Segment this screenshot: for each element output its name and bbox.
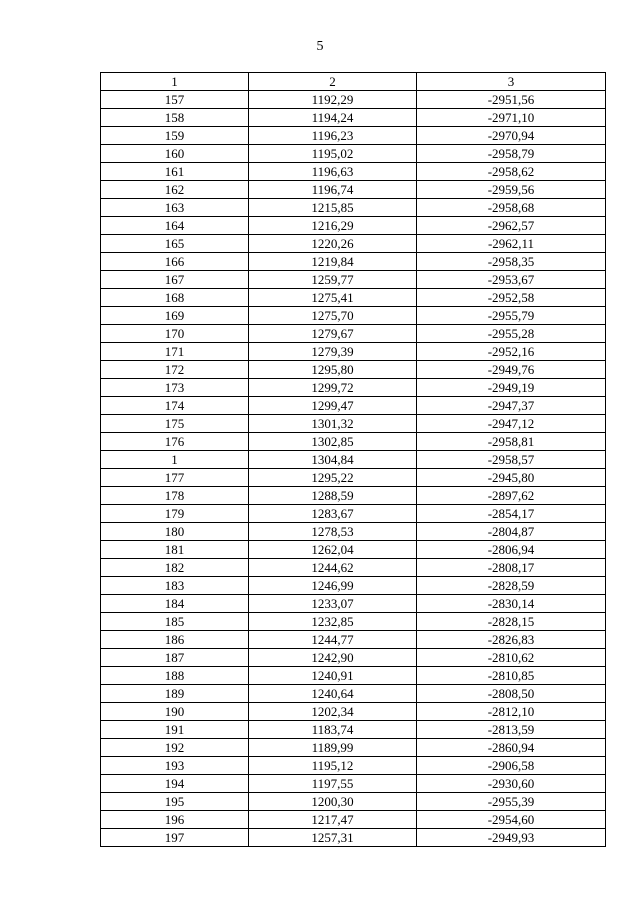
table-row	[101, 703, 606, 721]
x-coordinate-cell: 1259,77	[249, 271, 417, 289]
point-number-cell: 168	[101, 289, 249, 307]
y-coordinate-cell: -2955,79	[417, 307, 606, 325]
x-coordinate-cell: 1196,74	[249, 181, 417, 199]
point-number-cell: 179	[101, 505, 249, 523]
x-coordinate-cell: 1189,99	[249, 739, 417, 757]
table-header-row	[101, 73, 606, 91]
y-coordinate-cell: -2958,81	[417, 433, 606, 451]
x-coordinate-cell: 1195,12	[249, 757, 417, 775]
header-cell-2: 2	[249, 73, 417, 91]
table-row	[101, 613, 606, 631]
point-number-cell: 162	[101, 181, 249, 199]
table-row	[101, 829, 606, 847]
point-number-cell: 195	[101, 793, 249, 811]
coordinates-table	[100, 72, 606, 847]
point-number-cell: 174	[101, 397, 249, 415]
x-coordinate-cell: 1304,84	[249, 451, 417, 469]
point-number-cell: 169	[101, 307, 249, 325]
point-number-cell: 186	[101, 631, 249, 649]
point-number-cell: 163	[101, 199, 249, 217]
x-coordinate-cell: 1220,26	[249, 235, 417, 253]
y-coordinate-cell: -2860,94	[417, 739, 606, 757]
x-coordinate-cell: 1244,62	[249, 559, 417, 577]
y-coordinate-cell: -2962,11	[417, 235, 606, 253]
y-coordinate-cell: -2954,60	[417, 811, 606, 829]
table-row	[101, 523, 606, 541]
point-number-cell: 181	[101, 541, 249, 559]
point-number-cell: 164	[101, 217, 249, 235]
table-row	[101, 271, 606, 289]
y-coordinate-cell: -2959,56	[417, 181, 606, 199]
x-coordinate-cell: 1232,85	[249, 613, 417, 631]
point-number-cell: 182	[101, 559, 249, 577]
x-coordinate-cell: 1242,90	[249, 649, 417, 667]
point-number-cell: 172	[101, 361, 249, 379]
table-row	[101, 487, 606, 505]
x-coordinate-cell: 1240,64	[249, 685, 417, 703]
y-coordinate-cell: -2971,10	[417, 109, 606, 127]
point-number-cell: 175	[101, 415, 249, 433]
table-row	[101, 739, 606, 757]
y-coordinate-cell: -2949,93	[417, 829, 606, 847]
point-number-cell: 189	[101, 685, 249, 703]
x-coordinate-cell: 1246,99	[249, 577, 417, 595]
table-row	[101, 109, 606, 127]
x-coordinate-cell: 1195,02	[249, 145, 417, 163]
table-row	[101, 631, 606, 649]
y-coordinate-cell: -2958,68	[417, 199, 606, 217]
table-row	[101, 667, 606, 685]
y-coordinate-cell: -2951,56	[417, 91, 606, 109]
x-coordinate-cell: 1257,31	[249, 829, 417, 847]
y-coordinate-cell: -2810,62	[417, 649, 606, 667]
x-coordinate-cell: 1288,59	[249, 487, 417, 505]
x-coordinate-cell: 1244,77	[249, 631, 417, 649]
y-coordinate-cell: -2828,59	[417, 577, 606, 595]
x-coordinate-cell: 1192,29	[249, 91, 417, 109]
x-coordinate-cell: 1240,91	[249, 667, 417, 685]
y-coordinate-cell: -2810,85	[417, 667, 606, 685]
point-number-cell: 170	[101, 325, 249, 343]
point-number-cell: 1	[101, 451, 249, 469]
y-coordinate-cell: -2955,28	[417, 325, 606, 343]
table-row	[101, 235, 606, 253]
point-number-cell: 165	[101, 235, 249, 253]
table-row	[101, 91, 606, 109]
table-row	[101, 397, 606, 415]
table-row	[101, 559, 606, 577]
y-coordinate-cell: -2958,62	[417, 163, 606, 181]
x-coordinate-cell: 1197,55	[249, 775, 417, 793]
table-row	[101, 181, 606, 199]
table-body	[101, 91, 606, 847]
y-coordinate-cell: -2813,59	[417, 721, 606, 739]
table-row	[101, 721, 606, 739]
table-row	[101, 289, 606, 307]
y-coordinate-cell: -2806,94	[417, 541, 606, 559]
x-coordinate-cell: 1219,84	[249, 253, 417, 271]
table-row	[101, 379, 606, 397]
y-coordinate-cell: -2930,60	[417, 775, 606, 793]
point-number-cell: 180	[101, 523, 249, 541]
x-coordinate-cell: 1262,04	[249, 541, 417, 559]
point-number-cell: 188	[101, 667, 249, 685]
table-row	[101, 325, 606, 343]
point-number-cell: 192	[101, 739, 249, 757]
x-coordinate-cell: 1275,41	[249, 289, 417, 307]
table-row	[101, 685, 606, 703]
x-coordinate-cell: 1217,47	[249, 811, 417, 829]
point-number-cell: 158	[101, 109, 249, 127]
point-number-cell: 167	[101, 271, 249, 289]
x-coordinate-cell: 1275,70	[249, 307, 417, 325]
point-number-cell: 159	[101, 127, 249, 145]
x-coordinate-cell: 1215,85	[249, 199, 417, 217]
x-coordinate-cell: 1301,32	[249, 415, 417, 433]
table-row	[101, 811, 606, 829]
table-row	[101, 307, 606, 325]
y-coordinate-cell: -2958,35	[417, 253, 606, 271]
table-row	[101, 577, 606, 595]
x-coordinate-cell: 1233,07	[249, 595, 417, 613]
point-number-cell: 173	[101, 379, 249, 397]
point-number-cell: 157	[101, 91, 249, 109]
x-coordinate-cell: 1283,67	[249, 505, 417, 523]
y-coordinate-cell: -2952,16	[417, 343, 606, 361]
table-row	[101, 145, 606, 163]
y-coordinate-cell: -2808,50	[417, 685, 606, 703]
point-number-cell: 177	[101, 469, 249, 487]
table-row	[101, 217, 606, 235]
header-cell-3: 3	[417, 73, 606, 91]
table-row	[101, 469, 606, 487]
point-number-cell: 185	[101, 613, 249, 631]
x-coordinate-cell: 1202,34	[249, 703, 417, 721]
point-number-cell: 194	[101, 775, 249, 793]
x-coordinate-cell: 1196,63	[249, 163, 417, 181]
table-row	[101, 793, 606, 811]
point-number-cell: 183	[101, 577, 249, 595]
y-coordinate-cell: -2947,37	[417, 397, 606, 415]
table-row	[101, 433, 606, 451]
y-coordinate-cell: -2812,10	[417, 703, 606, 721]
y-coordinate-cell: -2808,17	[417, 559, 606, 577]
y-coordinate-cell: -2962,57	[417, 217, 606, 235]
table-row	[101, 775, 606, 793]
point-number-cell: 197	[101, 829, 249, 847]
y-coordinate-cell: -2953,67	[417, 271, 606, 289]
table-row	[101, 415, 606, 433]
y-coordinate-cell: -2949,76	[417, 361, 606, 379]
table-row	[101, 361, 606, 379]
x-coordinate-cell: 1278,53	[249, 523, 417, 541]
point-number-cell: 196	[101, 811, 249, 829]
y-coordinate-cell: -2804,87	[417, 523, 606, 541]
y-coordinate-cell: -2906,58	[417, 757, 606, 775]
x-coordinate-cell: 1299,72	[249, 379, 417, 397]
x-coordinate-cell: 1183,74	[249, 721, 417, 739]
table-row	[101, 163, 606, 181]
x-coordinate-cell: 1279,67	[249, 325, 417, 343]
y-coordinate-cell: -2945,80	[417, 469, 606, 487]
table-row	[101, 199, 606, 217]
table-row	[101, 757, 606, 775]
y-coordinate-cell: -2952,58	[417, 289, 606, 307]
x-coordinate-cell: 1295,22	[249, 469, 417, 487]
y-coordinate-cell: -2958,79	[417, 145, 606, 163]
x-coordinate-cell: 1216,29	[249, 217, 417, 235]
point-number-cell: 160	[101, 145, 249, 163]
header-cell-1: 1	[101, 73, 249, 91]
point-number-cell: 171	[101, 343, 249, 361]
point-number-cell: 178	[101, 487, 249, 505]
point-number-cell: 190	[101, 703, 249, 721]
table-row	[101, 253, 606, 271]
page-number: 5	[316, 39, 324, 54]
table-row	[101, 127, 606, 145]
y-coordinate-cell: -2947,12	[417, 415, 606, 433]
y-coordinate-cell: -2826,83	[417, 631, 606, 649]
point-number-cell: 166	[101, 253, 249, 271]
point-number-cell: 187	[101, 649, 249, 667]
x-coordinate-cell: 1194,24	[249, 109, 417, 127]
y-coordinate-cell: -2830,14	[417, 595, 606, 613]
x-coordinate-cell: 1200,30	[249, 793, 417, 811]
x-coordinate-cell: 1279,39	[249, 343, 417, 361]
table-row	[101, 343, 606, 361]
table-row	[101, 505, 606, 523]
table-row	[101, 595, 606, 613]
point-number-cell: 191	[101, 721, 249, 739]
y-coordinate-cell: -2897,62	[417, 487, 606, 505]
y-coordinate-cell: -2854,17	[417, 505, 606, 523]
y-coordinate-cell: -2949,19	[417, 379, 606, 397]
table-row	[101, 541, 606, 559]
x-coordinate-cell: 1295,80	[249, 361, 417, 379]
point-number-cell: 193	[101, 757, 249, 775]
x-coordinate-cell: 1302,85	[249, 433, 417, 451]
y-coordinate-cell: -2970,94	[417, 127, 606, 145]
x-coordinate-cell: 1299,47	[249, 397, 417, 415]
table-header	[101, 73, 606, 91]
y-coordinate-cell: -2828,15	[417, 613, 606, 631]
table-row	[101, 649, 606, 667]
point-number-cell: 176	[101, 433, 249, 451]
x-coordinate-cell: 1196,23	[249, 127, 417, 145]
point-number-cell: 161	[101, 163, 249, 181]
y-coordinate-cell: -2958,57	[417, 451, 606, 469]
y-coordinate-cell: -2955,39	[417, 793, 606, 811]
point-number-cell: 184	[101, 595, 249, 613]
table-row	[101, 451, 606, 469]
